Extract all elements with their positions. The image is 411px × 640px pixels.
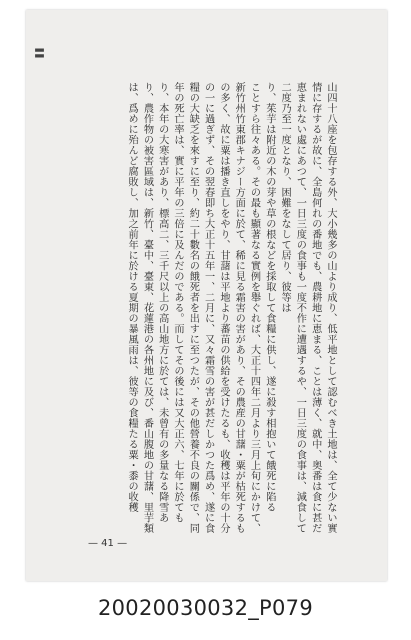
paragraph: り、茱芋は附近の木の芽や草の根などを採取して食糧に供し、遂に殺す相抱いて餓死に陷る	[263, 82, 275, 513]
paragraph: り、本年の大寒害があり、標高二、三千尺以上の高山地方に於ては、未曾有の多量なる降雪あり、農作物の被害區域は、新竹、臺中、臺東、花蓮港の各州地に及び、番山腹地の甘藷、里芋類は、爲めに殆んど腐敗し、加之前年に於ける夏期の暴風雨は、彼等の食糧たる粟・黍の收穫	[126, 82, 168, 534]
image-caption: 20020030032_P079	[97, 596, 313, 620]
margin-mark: 〓	[34, 47, 45, 60]
body-text	[98, 82, 338, 537]
page-number: — 41 —	[88, 538, 128, 549]
document-page	[26, 10, 387, 581]
paragraph: 山四十八座を包存する外、大小幾多の山より成り、低平地として認むべき土地は、全て少ない實情に存するが故に、全島何れの番地でも、農耕地に恵まる、ことは薄く、就中、奥番は食に甚だ恵まれない處にあつて、一日三度の食事も一度不作に遭遇するや、一日三度の食事は、減食して二度乃至一度となり、困難をなして居り、彼等は	[279, 82, 336, 534]
paragraph: ことすら往々ある。その最も顯著なる實例を舉ぐれば、大正十四年二月より三月上旬にかけて、新竹州竹東郡キナジー方面に於て、稀に見る霜害の害があり、その農産の甘藷・粟が枯死するもの多く、故に粟は播き直しをやり、甘藷は平地より蕃苗の供給を受けたるも、收穫は平年の十分の一に過ぎず、その翌春即ち大正十五年一、二月に、又々霜雪の害が甚だしかつた爲め、遂に食糧の大缺乏を來すに至り、約二十數名の餓死者を出すに至つたが、その他營養不良の關係で、同年の死亡率は、實に平年の三倍に及んだのである。而してその後には又大正六、七年に於ても	[172, 82, 260, 534]
